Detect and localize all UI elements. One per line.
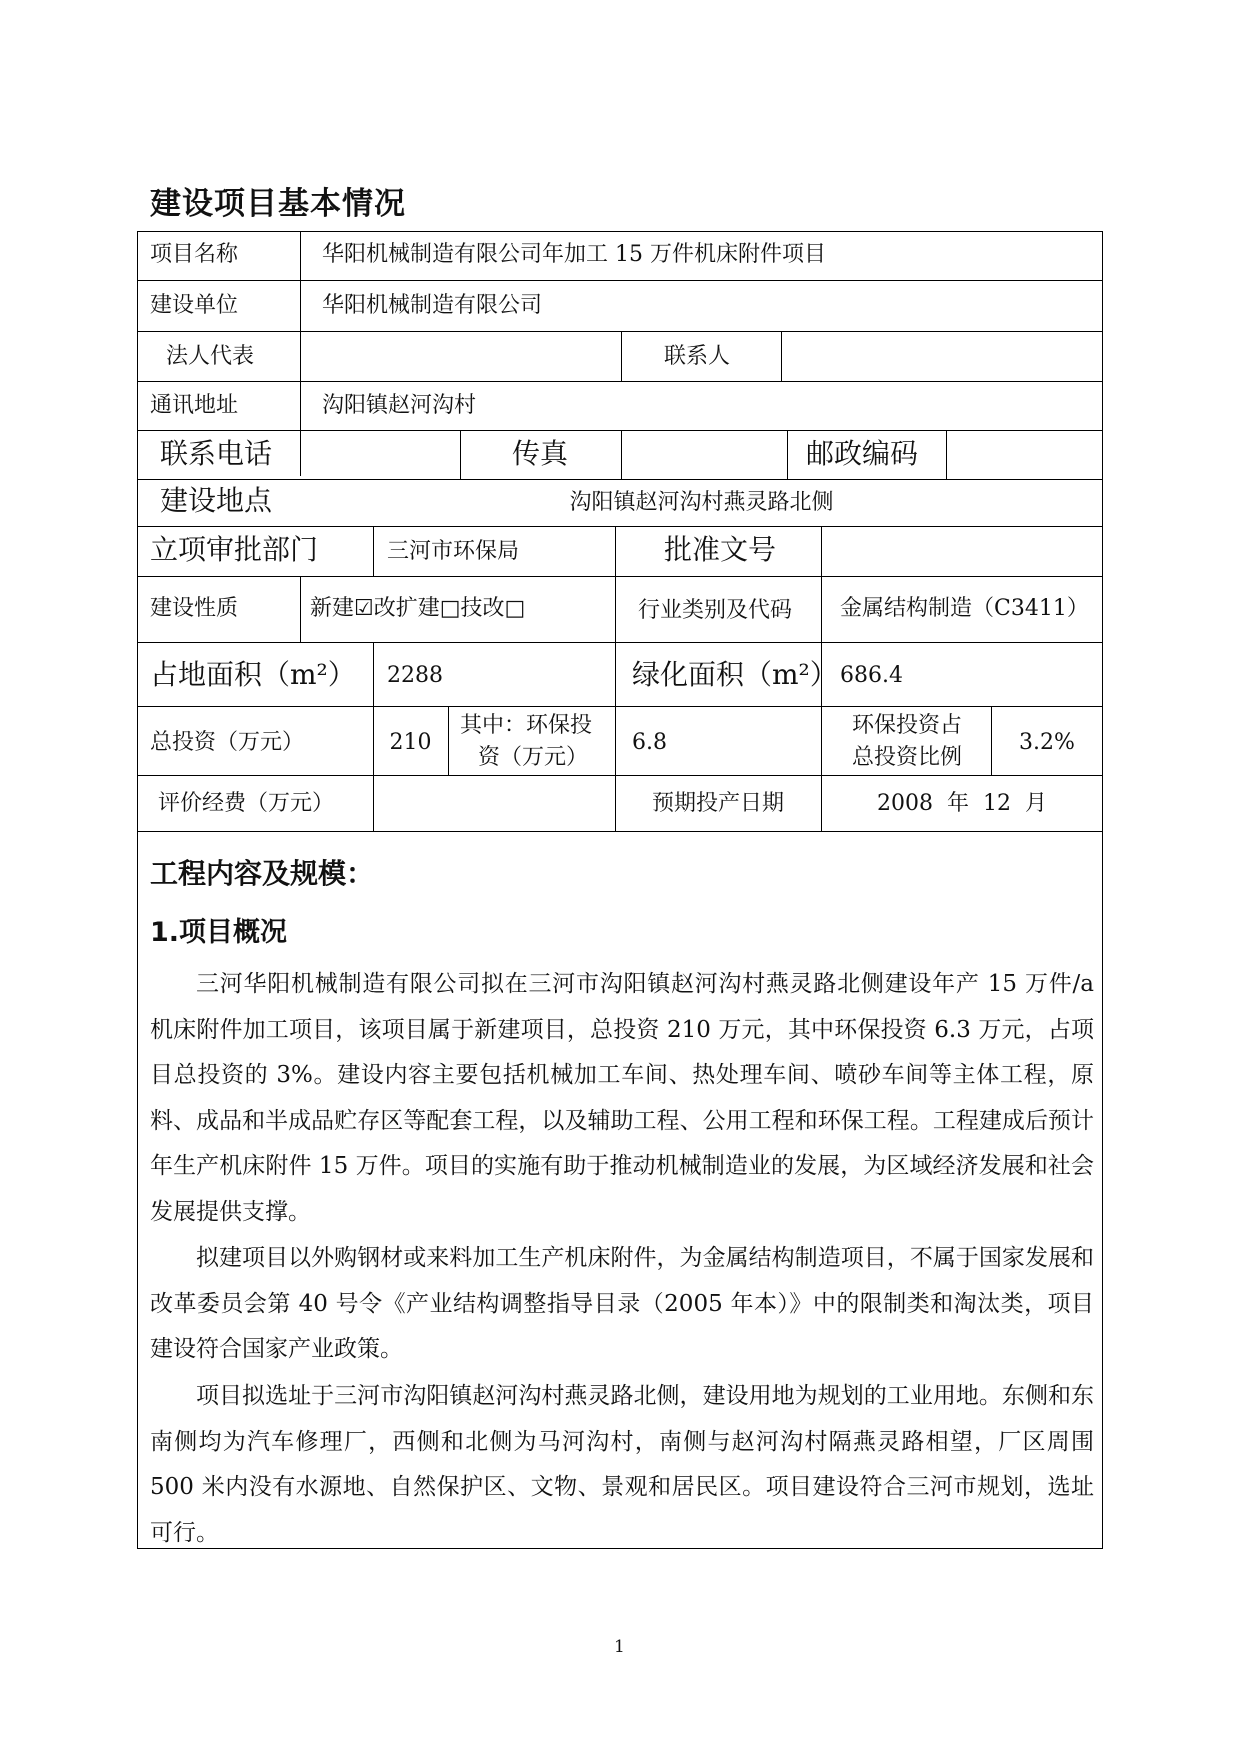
postcode-label: 邮政编码 bbox=[806, 437, 919, 470]
project-name-value: 华阳机械制造有限公司年加工 15 万件机床附件项目 bbox=[322, 242, 826, 267]
row-divider bbox=[137, 331, 1103, 332]
green-area-label: 绿化面积（m²） bbox=[632, 658, 838, 691]
approval-no-label: 批准文号 bbox=[664, 533, 777, 566]
address-label: 通讯地址 bbox=[150, 393, 239, 418]
column-divider bbox=[448, 706, 449, 775]
row-divider bbox=[137, 430, 1103, 431]
startup-date-value: 2008 年 12 月 bbox=[877, 791, 1047, 816]
approval-dept-label: 立项审批部门 bbox=[150, 533, 319, 566]
site-label: 建设地点 bbox=[160, 484, 273, 517]
column-divider bbox=[621, 331, 622, 381]
address-value: 沟阳镇赵河沟村 bbox=[322, 393, 477, 418]
green-area-value: 686.4 bbox=[840, 663, 903, 688]
env-ratio-label-line2: 总投资比例 bbox=[852, 745, 963, 770]
row-divider bbox=[137, 831, 1103, 832]
row-divider bbox=[137, 280, 1103, 281]
total-investment-value: 210 bbox=[389, 730, 432, 755]
nature-value: 新建☑改扩建□技改□ bbox=[310, 596, 526, 621]
row-divider bbox=[137, 576, 1103, 577]
env-investment-label-line1: 其中：环保投 bbox=[460, 713, 593, 738]
industry-value: 金属结构制造（C3411） bbox=[840, 596, 1089, 621]
project-name-label: 项目名称 bbox=[150, 242, 239, 267]
row-divider bbox=[137, 479, 1103, 480]
legal-rep-label: 法人代表 bbox=[166, 344, 255, 369]
env-ratio-value: 3.2% bbox=[1019, 730, 1075, 755]
row-divider bbox=[137, 706, 1103, 707]
industry-label: 行业类别及代码 bbox=[638, 598, 793, 623]
env-investment-value: 6.8 bbox=[632, 730, 667, 755]
column-divider bbox=[781, 331, 782, 381]
paragraph: 三河华阳机械制造有限公司拟在三河市沟阳镇赵河沟村燕灵路北侧建设年产 15 万件/a 机床附件加工项目，该项目属于新建项目，总投资 210 万元，其中环保投资 6.3 万元，占项目总投资的 3%。建设内容主要包括机械加工车间、热处理车间、喷砂车间等主体工程，原料、成品和半成品贮存区等配套工程，以及辅助工程、公用工程和环保工程。工程建成后预计年生产机床附件 15 万件。项目的实施有助于推动机械制造业的发展，为区域经济发展和社会发展提供支撑。 bbox=[150, 971, 1094, 1225]
phone-label: 联系电话 bbox=[160, 437, 273, 470]
column-divider bbox=[621, 430, 622, 479]
paragraph: 拟建项目以外购钢材或来料加工生产机床附件，为金属结构制造项目，不属于国家发展和改革委员会第 40 号令《产业结构调整指导目录（2005 年本）》中的限制类和淘汰类，项目建设符合国家产业政策。 bbox=[150, 1245, 1094, 1362]
section-title: 工程内容及规模： bbox=[150, 857, 375, 890]
site-value: 沟阳镇赵河沟村燕灵路北侧 bbox=[569, 490, 834, 515]
nature-label: 建设性质 bbox=[150, 596, 239, 621]
column-divider bbox=[615, 526, 616, 831]
builder-value: 华阳机械制造有限公司 bbox=[322, 293, 543, 318]
page-number: 1 bbox=[614, 1637, 625, 1657]
fax-label: 传真 bbox=[512, 437, 569, 470]
area-label: 占地面积（m²） bbox=[150, 658, 356, 691]
contact-label: 联系人 bbox=[664, 344, 731, 369]
row-divider bbox=[137, 381, 1103, 382]
approval-dept-value: 三河市环保局 bbox=[387, 539, 520, 564]
env-ratio-label-line1: 环保投资占 bbox=[852, 713, 963, 738]
subsection-title: 1.项目概况 bbox=[150, 917, 288, 948]
env-investment-label-line2: 资（万元） bbox=[478, 745, 589, 770]
builder-label: 建设单位 bbox=[150, 293, 239, 318]
row-divider bbox=[137, 526, 1103, 527]
total-investment-label: 总投资（万元） bbox=[150, 730, 305, 755]
page-heading: 建设项目基本情况 bbox=[150, 186, 406, 222]
column-divider bbox=[460, 430, 461, 479]
startup-date-label: 预期投产日期 bbox=[652, 791, 785, 816]
area-value: 2288 bbox=[387, 663, 443, 688]
paragraph: 项目拟选址于三河市沟阳镇赵河沟村燕灵路北侧，建设用地为规划的工业用地。东侧和东南侧均为汽车修理厂，西侧和北侧为马河沟村，南侧与赵河沟村隔燕灵路相望，厂区周围 500 米内没有水源地、自然保护区、文物、景观和居民区。项目建设符合三河市规划，选址可行。 bbox=[150, 1383, 1094, 1546]
column-divider bbox=[300, 576, 301, 642]
column-divider bbox=[300, 231, 301, 476]
row-divider bbox=[137, 642, 1103, 643]
assessment-fee-label: 评价经费（万元） bbox=[158, 791, 335, 816]
column-divider bbox=[373, 526, 374, 576]
column-divider bbox=[946, 430, 947, 479]
column-divider bbox=[787, 430, 788, 479]
row-divider bbox=[137, 775, 1103, 776]
